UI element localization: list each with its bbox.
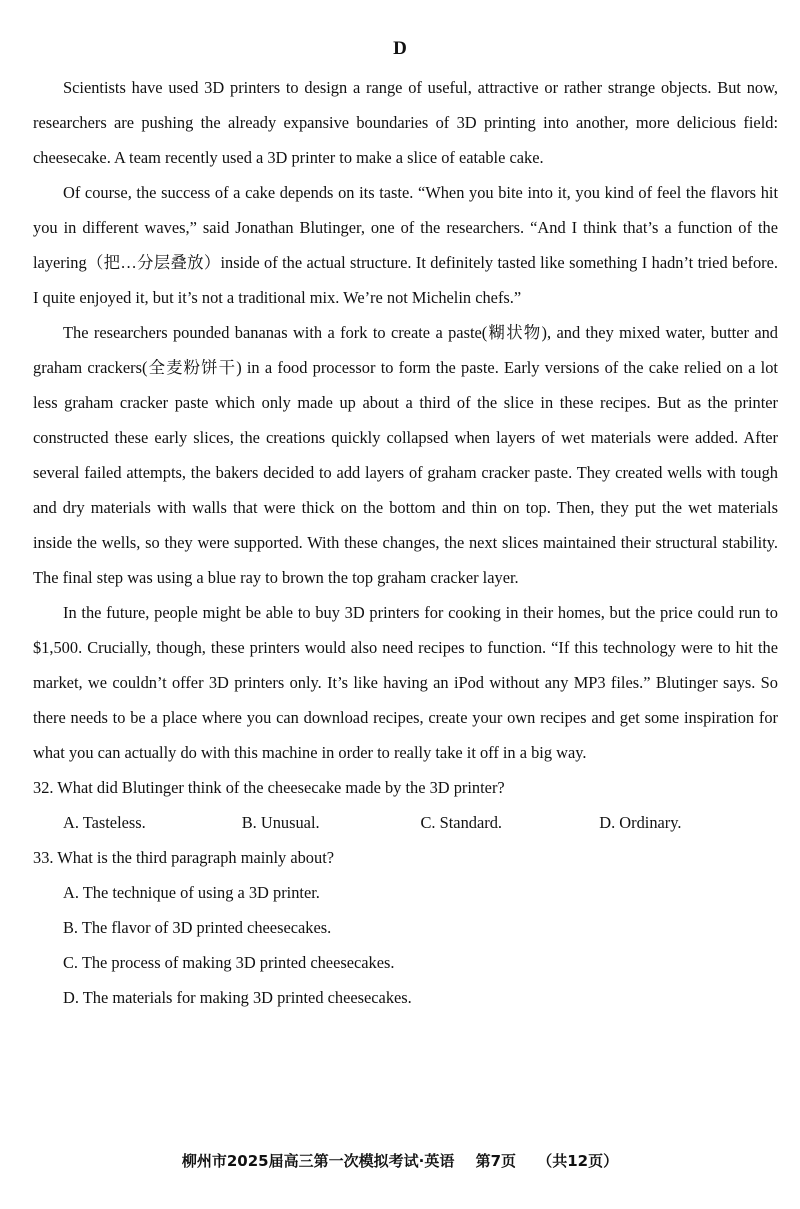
paragraph-1: Scientists have used 3D printers to design a range of useful, attractive or rather strange objects. But now, researchers are pushing the already expansive boundaries of 3D printing into another, more delicious field: cheesecake. A team recently used a 3D printer to make a slice of eatable cake. <box>33 78 778 167</box>
option-b: B. The flavor of 3D printed cheesecakes. <box>63 918 332 937</box>
question-32-stem: 32. What did Blutinger think of the cheesecake made by the 3D printer? <box>33 778 505 797</box>
option-d: D. The materials for making 3D printed cheesecakes. <box>63 988 412 1007</box>
option-a: A. The technique of using a 3D printer. <box>63 883 320 902</box>
page-number: 第7页 <box>475 1152 516 1170</box>
page-footer <box>0 1150 800 1171</box>
section-heading: D <box>393 38 407 59</box>
option-a: A. Tasteless. <box>63 813 146 832</box>
question-33-stem: 33. What is the third paragraph mainly about? <box>33 848 335 867</box>
option-c: C. Standard. <box>420 813 502 832</box>
passage <box>33 70 778 1015</box>
total-pages: （共12页） <box>537 1152 619 1170</box>
paragraph-4: In the future, people might be able to buy 3D printers for cooking in their homes, but the price could run to $1,500. Crucially, though, these printers would also need recipes to function. “If this technology were to hit the market, we couldn’t offer 3D printers only. It’s like having an iPod without any MP3 files.” Blutinger says. So there needs to be a place where you can download recipes, create your own recipes and get some inspiration for what you can actually do with this machine in order to really take it off in a big way. <box>33 603 778 762</box>
exam-title: 柳州市2025届高三第一次模拟考试·英语 <box>181 1152 455 1170</box>
option-b: B. Unusual. <box>241 813 320 832</box>
question-32-options <box>33 805 778 840</box>
paragraph-2: Of course, the success of a cake depends on its taste. “When you bite into it, you kind of feel the flavors hit you in different waves,” said Jonathan Blutinger, one of the researchers. “And I think that’s a function of the layering（把…分层叠放）inside of the actual structure. It definitely tasted like something I hadn’t tried before. I quite enjoyed it, but it’s not a traditional mix. We’re not Michelin chefs.” <box>33 183 778 307</box>
option-c: C. The process of making 3D printed cheesecakes. <box>63 953 395 972</box>
option-d: D. Ordinary. <box>599 813 682 832</box>
paragraph-3: The researchers pounded bananas with a fork to create a paste(糊状物), and they mixed water, butter and graham crackers(全麦粉饼干) in a food processor to form the paste. Early versions of the cake relied on a lot less graham cracker paste which only made up about a third of the slice in these recipes. But as the printer constructed these early slices, the creations quickly collapsed when layers of wet materials were added. After several failed attempts, the bakers decided to add layers of graham cracker paste. They created wells with tough and dry materials with walls that were thick on the bottom and thin on top. Then, they put the wet materials inside the wells, so they were supported. With these changes, the next slices maintained their structural stability. The final step was using a blue ray to brown the top graham cracker layer. <box>33 323 778 587</box>
